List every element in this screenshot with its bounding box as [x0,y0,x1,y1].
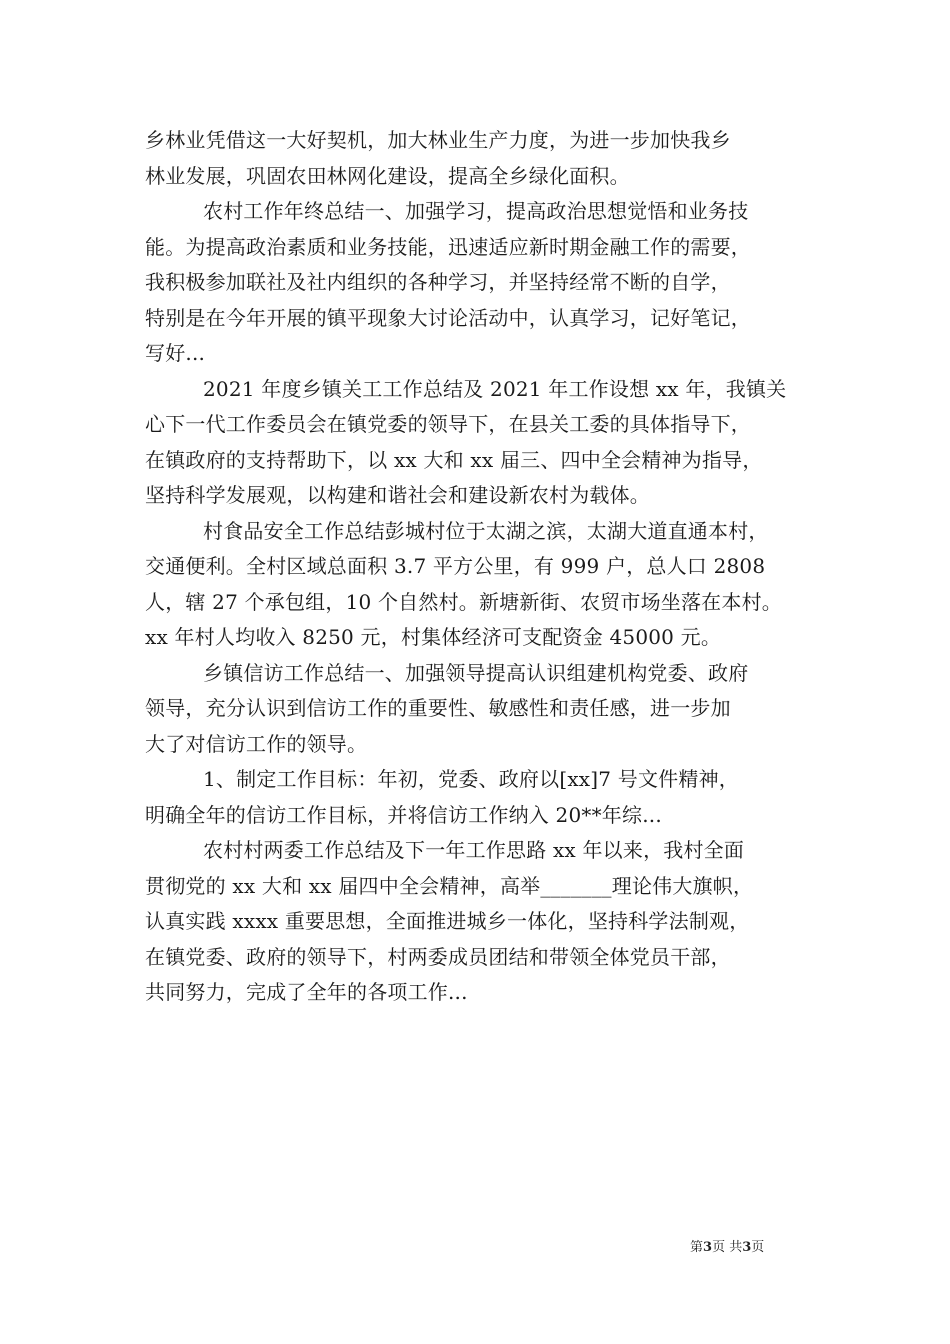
text-line: 大了对信访工作的领导。 [145,731,368,756]
text-line: 心下一代工作委员会在镇党委的领导下，在县关工委的具体指导下， [145,412,751,436]
text-line: 能。为提高政治素质和业务技能，迅速适应新时期金融工作的需要， [145,234,751,259]
text-line: 人，辖 27 个承包组，10 个自然村。新塘新街、农贸市场坐落在本村。 [145,589,782,614]
text-line: 贯彻党的 xx 大和 xx 届四中全会精神，高举_______理论伟大旗帜， [145,873,754,898]
text-line: 我积极参加联社及社内组织的各种学习，并坚持经常不断的自学， [145,270,731,294]
text-line: 明确全年的信访工作目标，并将信访工作纳入 20**年综... [145,802,662,827]
paragraph-start-line: 农村工作年终总结一、加强学习，提高政治思想觉悟和业务技 [203,199,749,223]
text-line: 在镇党委、政府的领导下，村两委成员团结和带领全体党员干部， [145,944,731,969]
page-number-footer [690,1240,764,1256]
text-line: 特别是在今年开展的镇平现象大讨论活动中，认真学习，记好笔记， [145,305,751,330]
paragraph-start-line: 2021 年度乡镇关工工作总结及 2021 年工作设想 xx 年，我镇关 [203,376,787,401]
document-body [145,123,835,1011]
total-page-number: 3 [742,1240,752,1255]
text-line: 共同努力，完成了全年的各项工作... [145,980,468,1004]
text-line: 在镇政府的支持帮助下，以 xx 大和 xx 届三、四中全会精神为指导， [145,447,763,472]
paragraph-start-line: 农村村两委工作总结及下一年工作思路 xx 年以来，我村全面 [203,838,745,862]
footer-middle: 页 共 [712,1240,743,1255]
footer-prefix: 第 [690,1240,704,1255]
text-line: xx 年村人均收入 8250 元，村集体经济可支配资金 45000 元。 [145,625,722,649]
text-line: 林业发展，巩固农田林网化建设，提高全乡绿化面积。 [145,163,630,188]
text-line: 乡林业凭借这一大好契机，加大林业生产力度，为进一步加快我乡 [145,128,731,152]
paragraph-start-line: 乡镇信访工作总结一、加强领导提高认识组建机构党委、政府 [203,660,749,685]
text-line: 领导，充分认识到信访工作的重要性、敏感性和责任感，进一步加 [145,696,731,720]
paragraph-start-line: 村食品安全工作总结彭城村位于太湖之滨，太湖大道直通本村， [203,518,769,543]
footer-suffix: 页 [751,1240,765,1255]
text-line: 坚持科学发展观，以构建和谐社会和建设新农村为载体。 [145,483,650,507]
text-line: 写好... [145,341,206,365]
paragraph-start-line: 1、制定工作目标：年初，党委、政府以[xx]7 号文件精神， [203,767,739,791]
text-line: 交通便利。全村区域总面积 3.7 平方公里，有 999 户，总人口 2808 [145,554,766,578]
current-page-number: 3 [703,1240,713,1255]
text-line: 认真实践 xxxx 重要思想，全面推进城乡一体化，坚持科学法制观， [145,909,750,933]
